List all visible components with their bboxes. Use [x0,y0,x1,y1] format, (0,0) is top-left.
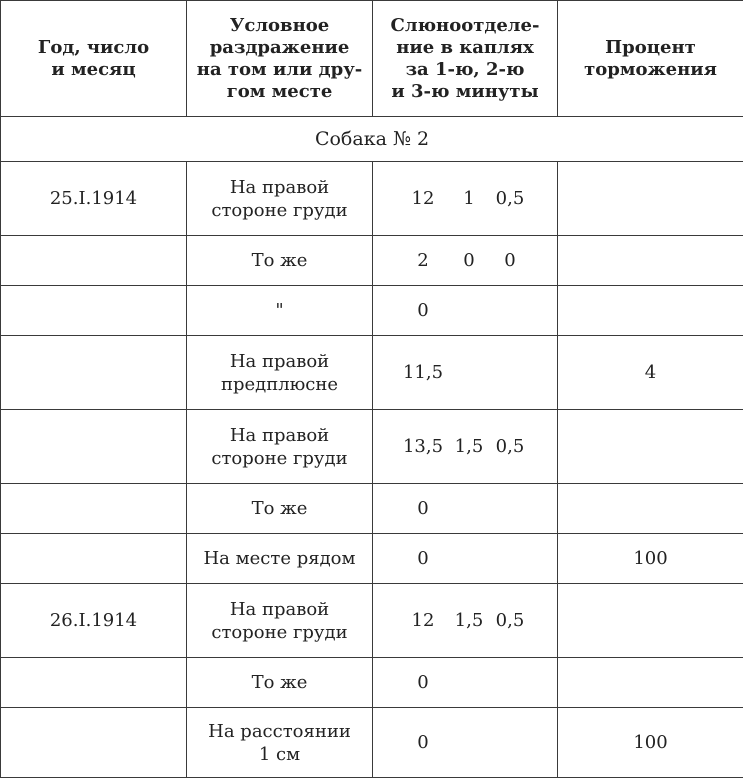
salivation-cell [373,708,558,778]
salivation-min1: 13,5 [398,435,448,458]
salivation-min1: 0 [398,497,448,520]
inhibition-cell: 4 [558,336,743,410]
salivation-min2: 1,5 [448,609,490,632]
salivation-cell [373,336,558,410]
salivation-min3: 0,5 [490,609,530,632]
salivation-min1: 2 [398,249,448,272]
inhibition-cell: 100 [558,534,743,584]
salivation-cell [373,534,558,584]
date-cell [1,708,187,778]
table-row [1,286,743,336]
salivation-min3: 0,5 [490,187,530,210]
date-cell: 26.I.1914 [1,584,187,658]
header-stimulus: Условное раздражение на том или дру- гом месте [187,1,373,117]
date-cell [1,534,187,584]
stimulus-cell: На правой стороне груди [187,162,373,236]
stimulus-cell: На правой стороне груди [187,410,373,484]
salivation-min1: 11,5 [398,361,448,384]
salivation-min3: 0,5 [490,435,530,458]
section-row [1,117,743,162]
date-cell [1,410,187,484]
table-row [1,484,743,534]
salivation-min1: 12 [398,609,448,632]
stimulus-cell: На месте рядом [187,534,373,584]
date-cell [1,484,187,534]
stimulus-cell: То же [187,658,373,708]
table-row [1,236,743,286]
inhibition-cell [558,162,743,236]
stimulus-cell: " [187,286,373,336]
stimulus-cell: На расстоянии 1 см [187,708,373,778]
salivation-min2: 0 [448,249,490,272]
inhibition-cell [558,484,743,534]
salivation-min3: 0 [490,249,530,272]
table-row [1,658,743,708]
header-date: Год, число и месяц [1,1,187,117]
salivation-cell [373,584,558,658]
salivation-min1: 0 [398,671,448,694]
date-cell [1,336,187,410]
inhibition-cell: 100 [558,708,743,778]
date-cell [1,286,187,336]
salivation-min1: 0 [398,299,448,322]
date-cell [1,236,187,286]
salivation-cell [373,410,558,484]
salivation-cell [373,162,558,236]
inhibition-cell [558,658,743,708]
salivation-min2: 1,5 [448,435,490,458]
salivation-cell [373,236,558,286]
date-cell: 25.I.1914 [1,162,187,236]
header-row [1,1,743,117]
salivation-cell [373,286,558,336]
table-row [1,336,743,410]
salivation-cell [373,658,558,708]
salivation-min2: 1 [448,187,490,210]
table-row [1,410,743,484]
inhibition-cell [558,584,743,658]
inhibition-cell [558,286,743,336]
date-cell [1,658,187,708]
salivation-cell [373,484,558,534]
stimulus-cell: На правой предплюсне [187,336,373,410]
header-salivation: Слюноотделе- ние в каплях за 1-ю, 2-ю и 3-ю минуты [373,1,558,117]
salivation-min1: 0 [398,547,448,570]
salivation-min1: 0 [398,731,448,754]
inhibition-cell [558,410,743,484]
inhibition-cell [558,236,743,286]
stimulus-cell: То же [187,236,373,286]
stimulus-cell: На правой стороне груди [187,584,373,658]
table-row [1,162,743,236]
table-row [1,534,743,584]
stimulus-cell: То же [187,484,373,534]
header-inhibition: Процент торможения [558,1,743,117]
section-title: Собака № 2 [1,117,743,162]
table-row [1,708,743,778]
table-row [1,584,743,658]
salivation-min1: 12 [398,187,448,210]
